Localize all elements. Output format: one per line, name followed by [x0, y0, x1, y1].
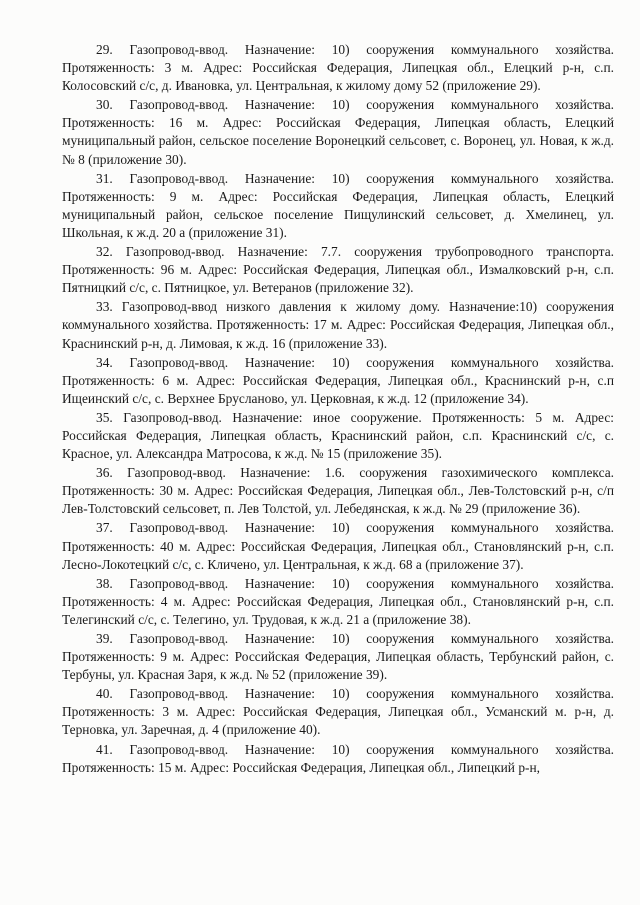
paragraph-item-33: 33. Газопровод-ввод низкого давления к жилому дому. Назначение:10) сооружения коммунального хозяйства. Протяженность: 17 м. Адрес: Российская Федерация, Липецкая обл., Краснинский р-н, д. Лимовая, к ж.д. 16 (приложение 33).	[62, 299, 614, 351]
paragraph-item-29: 29. Газопровод-ввод. Назначение: 10) сооружения коммунального хозяйства. Протяженность: 3 м. Адрес: Российская Федерация, Липецкая обл., Елецкий р-н, с.п. Колосовский с/с, д. Ивановка, ул. Центральная, к жилому дому 52 (приложение 29).	[62, 42, 614, 94]
paragraph-item-40: 40. Газопровод-ввод. Назначение: 10) сооружения коммунального хозяйства. Протяженность: 3 м. Адрес: Российская Федерация, Липецкая обл., Усманский м. р-н, д. Терновка, ул. Заречная, д. 4 (приложение 40).	[62, 686, 614, 738]
paragraph-item-38: 38. Газопровод-ввод. Назначение: 10) сооружения коммунального хозяйства. Протяженность: 4 м. Адрес: Российская Федерация, Липецкая обл., Становлянский р-н, с.п. Телегинский с/с, с. Телегино, ул. Трудовая, к ж.д. 21 а (приложение 38).	[62, 575, 614, 627]
paragraph-item-32: 32. Газопровод-ввод. Назначение: 7.7. сооружения трубопроводного транспорта. Протяженность: 96 м. Адрес: Российская Федерация, Липецкая обл., Измалковский р-н, с.п. Пятницкий с/с, с. Пятницкое, ул. Ветеранов (приложение 32).	[62, 244, 614, 296]
paragraph-item-30: 30. Газопровод-ввод. Назначение: 10) сооружения коммунального хозяйства. Протяженность: 16 м. Адрес: Российская Федерация, Липецкая область, Елецкий муниципальный район, сельское поселение Воронецкий сельсовет, с. Воронец, ул. Новая, к ж.д. № 8 (приложение 30).	[62, 97, 614, 167]
paragraph-item-37: 37. Газопровод-ввод. Назначение: 10) сооружения коммунального хозяйства. Протяженность: 40 м. Адрес: Российская Федерация, Липецкая обл., Становлянский р-н, с.п. Лесно-Локотецкий с/с, с. Кличено, ул. Центральная, к ж.д. 68 а (приложение 37).	[62, 520, 614, 572]
paragraph-item-41: 41. Газопровод-ввод. Назначение: 10) сооружения коммунального хозяйства. Протяженность: 15 м. Адрес: Российская Федерация, Липецкая обл., Липецкий р-н,	[62, 741, 614, 775]
paragraph-item-34: 34. Газопровод-ввод. Назначение: 10) сооружения коммунального хозяйства. Протяженность: 6 м. Адрес: Российская Федерация, Липецкая обл., Краснинский р-н, с.п Ищеинский с/с, с. Верхнее Брусланово, ул. Церковная, к ж.д. 12 (приложение 34).	[62, 354, 614, 406]
paragraph-item-36: 36. Газопровод-ввод. Назначение: 1.6. сооружения газохимического комплекса. Протяженность: 30 м. Адрес: Российская Федерация, Липецкая обл., Лев-Толстовский р-н, с/п Лев-Толстовский сельсовет, п. Лев Толстой, ул. Лебедянская, к ж.д. № 29 (приложение 36).	[62, 465, 614, 517]
paragraph-item-39: 39. Газопровод-ввод. Назначение: 10) сооружения коммунального хозяйства. Протяженность: 9 м. Адрес: Российская Федерация, Липецкая область, Тербунский район, с. Тербуны, ул. Красная Заря, к ж.д. № 52 (приложение 39).	[62, 631, 614, 683]
paragraph-item-35: 35. Газопровод-ввод. Назначение: иное сооружение. Протяженность: 5 м. Адрес: Российская Федерация, Липецкая область, Краснинский район, с.п. Краснинский с/с, с. Красное, ул. Александра Матросова, к ж.д. № 15 (приложение 35).	[62, 409, 614, 462]
paragraph-item-31: 31. Газопровод-ввод. Назначение: 10) сооружения коммунального хозяйства. Протяженность: 9 м. Адрес: Российская Федерация, Липецкая область, Елецкий муниципальный район, сельское поселение Пищулинский сельсовет, д. Хмелинец, ул. Школьная, к ж.д. 20 а (приложение 31).	[62, 170, 614, 240]
